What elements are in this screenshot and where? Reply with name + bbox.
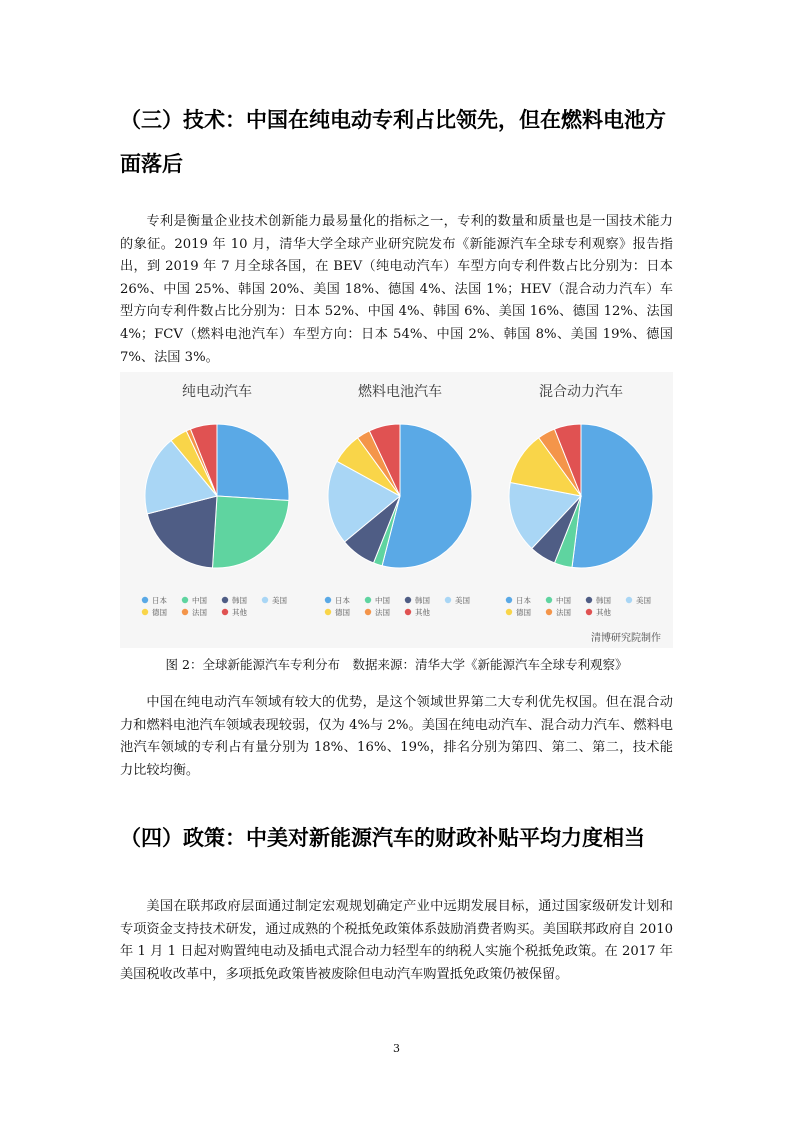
pie-charts [120,372,673,648]
legend-label: 中国 [375,595,390,605]
legend-marker [586,609,592,615]
chart-title: 纯电动汽车 [182,384,252,400]
legend-marker [626,597,632,603]
chart-title: 燃料电池汽车 [358,384,442,400]
figure-caption: 图 2：全球新能源汽车专利分布 数据来源：清华大学《新能源汽车全球专利观察》 [165,657,628,672]
legend-marker [222,609,228,615]
legend-label: 德国 [152,607,167,617]
legend-label: 法国 [556,607,571,617]
legend-marker [182,597,188,603]
legend-label: 美国 [636,595,651,605]
section-3-paragraph: 专利是衡量企业技术创新能力最易量化的指标之一，专利的数量和质量也是一国技术能力的象征。2019 年 10 月，清华大学全球产业研究院发布《新能源汽车全球专利观察》报告指出，到 2019 年 7 月全球各国，在 BEV（纯电动汽车）车型方向专利件数占比分别为：日本 26%、中国 25%、韩国 20%、美国 18%、德国 4%、法国 1%；HEV（混合动力汽车）车型方向专利件数占比分别为：日本 52%、中国 4%、韩国 6%、美国 16%、德国 12%、法国 4%；FCV（燃料电池汽车）车型方向：日本 54%、中国 2%、韩国 8%、美国 19%、德国 7%、法国 3%。 [120,214,673,365]
legend-label: 德国 [516,607,531,617]
legend-label: 美国 [455,595,470,605]
legend-marker [506,597,512,603]
legend-label: 法国 [375,607,390,617]
chart-title: 混合动力汽车 [539,384,623,400]
legend-marker [325,609,331,615]
legend-label: 日本 [516,595,531,605]
legend-marker [405,609,411,615]
legend-label: 韩国 [232,595,247,605]
section-3-heading: （三）技术：中国在纯电动专利占比领先，但在燃料电池方面落后 [120,108,666,176]
legend-marker [546,609,552,615]
legend-label: 日本 [335,595,350,605]
section-4-heading: （四）政策：中美对新能源汽车的财政补贴平均力度相当 [120,826,645,850]
pie-slice [217,424,289,501]
legend-marker [405,597,411,603]
legend-marker [365,609,371,615]
patent-distribution-figure [120,372,673,648]
legend-label: 其他 [596,607,611,617]
legend-marker [365,597,371,603]
legend-marker [586,597,592,603]
legend-marker [506,609,512,615]
legend-label: 其他 [415,607,430,617]
section-4-paragraph: 美国在联邦政府层面通过制定宏观规划确定产业中远期发展目标，通过国家级研发计划和专项资金支持技术研发，通过成熟的个税抵免政策体系鼓励消费者购买。美国联邦政府自 2010 年 1 月 1 日起对购置纯电动及插电式混合动力轻型车的纳税人实施个税抵免政策。在 2017 年美国税收改革中，多项抵免政策皆被废除但电动汽车购置抵免政策仍被保留。 [120,899,673,982]
pie-slice [572,424,653,568]
legend-marker [325,597,331,603]
legend-label: 中国 [192,595,207,605]
page-number: 3 [393,1042,400,1055]
legend-label: 日本 [152,595,167,605]
legend-marker [142,609,148,615]
figure-credit: 清博研究院制作 [591,633,661,644]
legend-marker [142,597,148,603]
pie-slice [212,496,288,568]
legend-marker [445,597,451,603]
legend-label: 法国 [192,607,207,617]
legend-label: 其他 [232,607,247,617]
legend-label: 韩国 [596,595,611,605]
legend-marker [546,597,552,603]
legend-label: 美国 [272,595,287,605]
legend-marker [182,609,188,615]
legend-label: 中国 [556,595,571,605]
analysis-paragraph: 中国在纯电动汽车领域有较大的优势，是这个领域世界第二大专利优先权国。但在混合动力和燃料电池汽车领域表现较弱，仅为 4%与 2%。美国在纯电动汽车、混合动力汽车、燃料电池汽车领域的专利占有量分别为 18%、16%、19%，排名分别为第四、第二、第二，技术能力比较均衡。 [120,695,673,778]
legend-marker [222,597,228,603]
legend-label: 韩国 [415,595,430,605]
legend-label: 德国 [335,607,350,617]
legend-marker [262,597,268,603]
